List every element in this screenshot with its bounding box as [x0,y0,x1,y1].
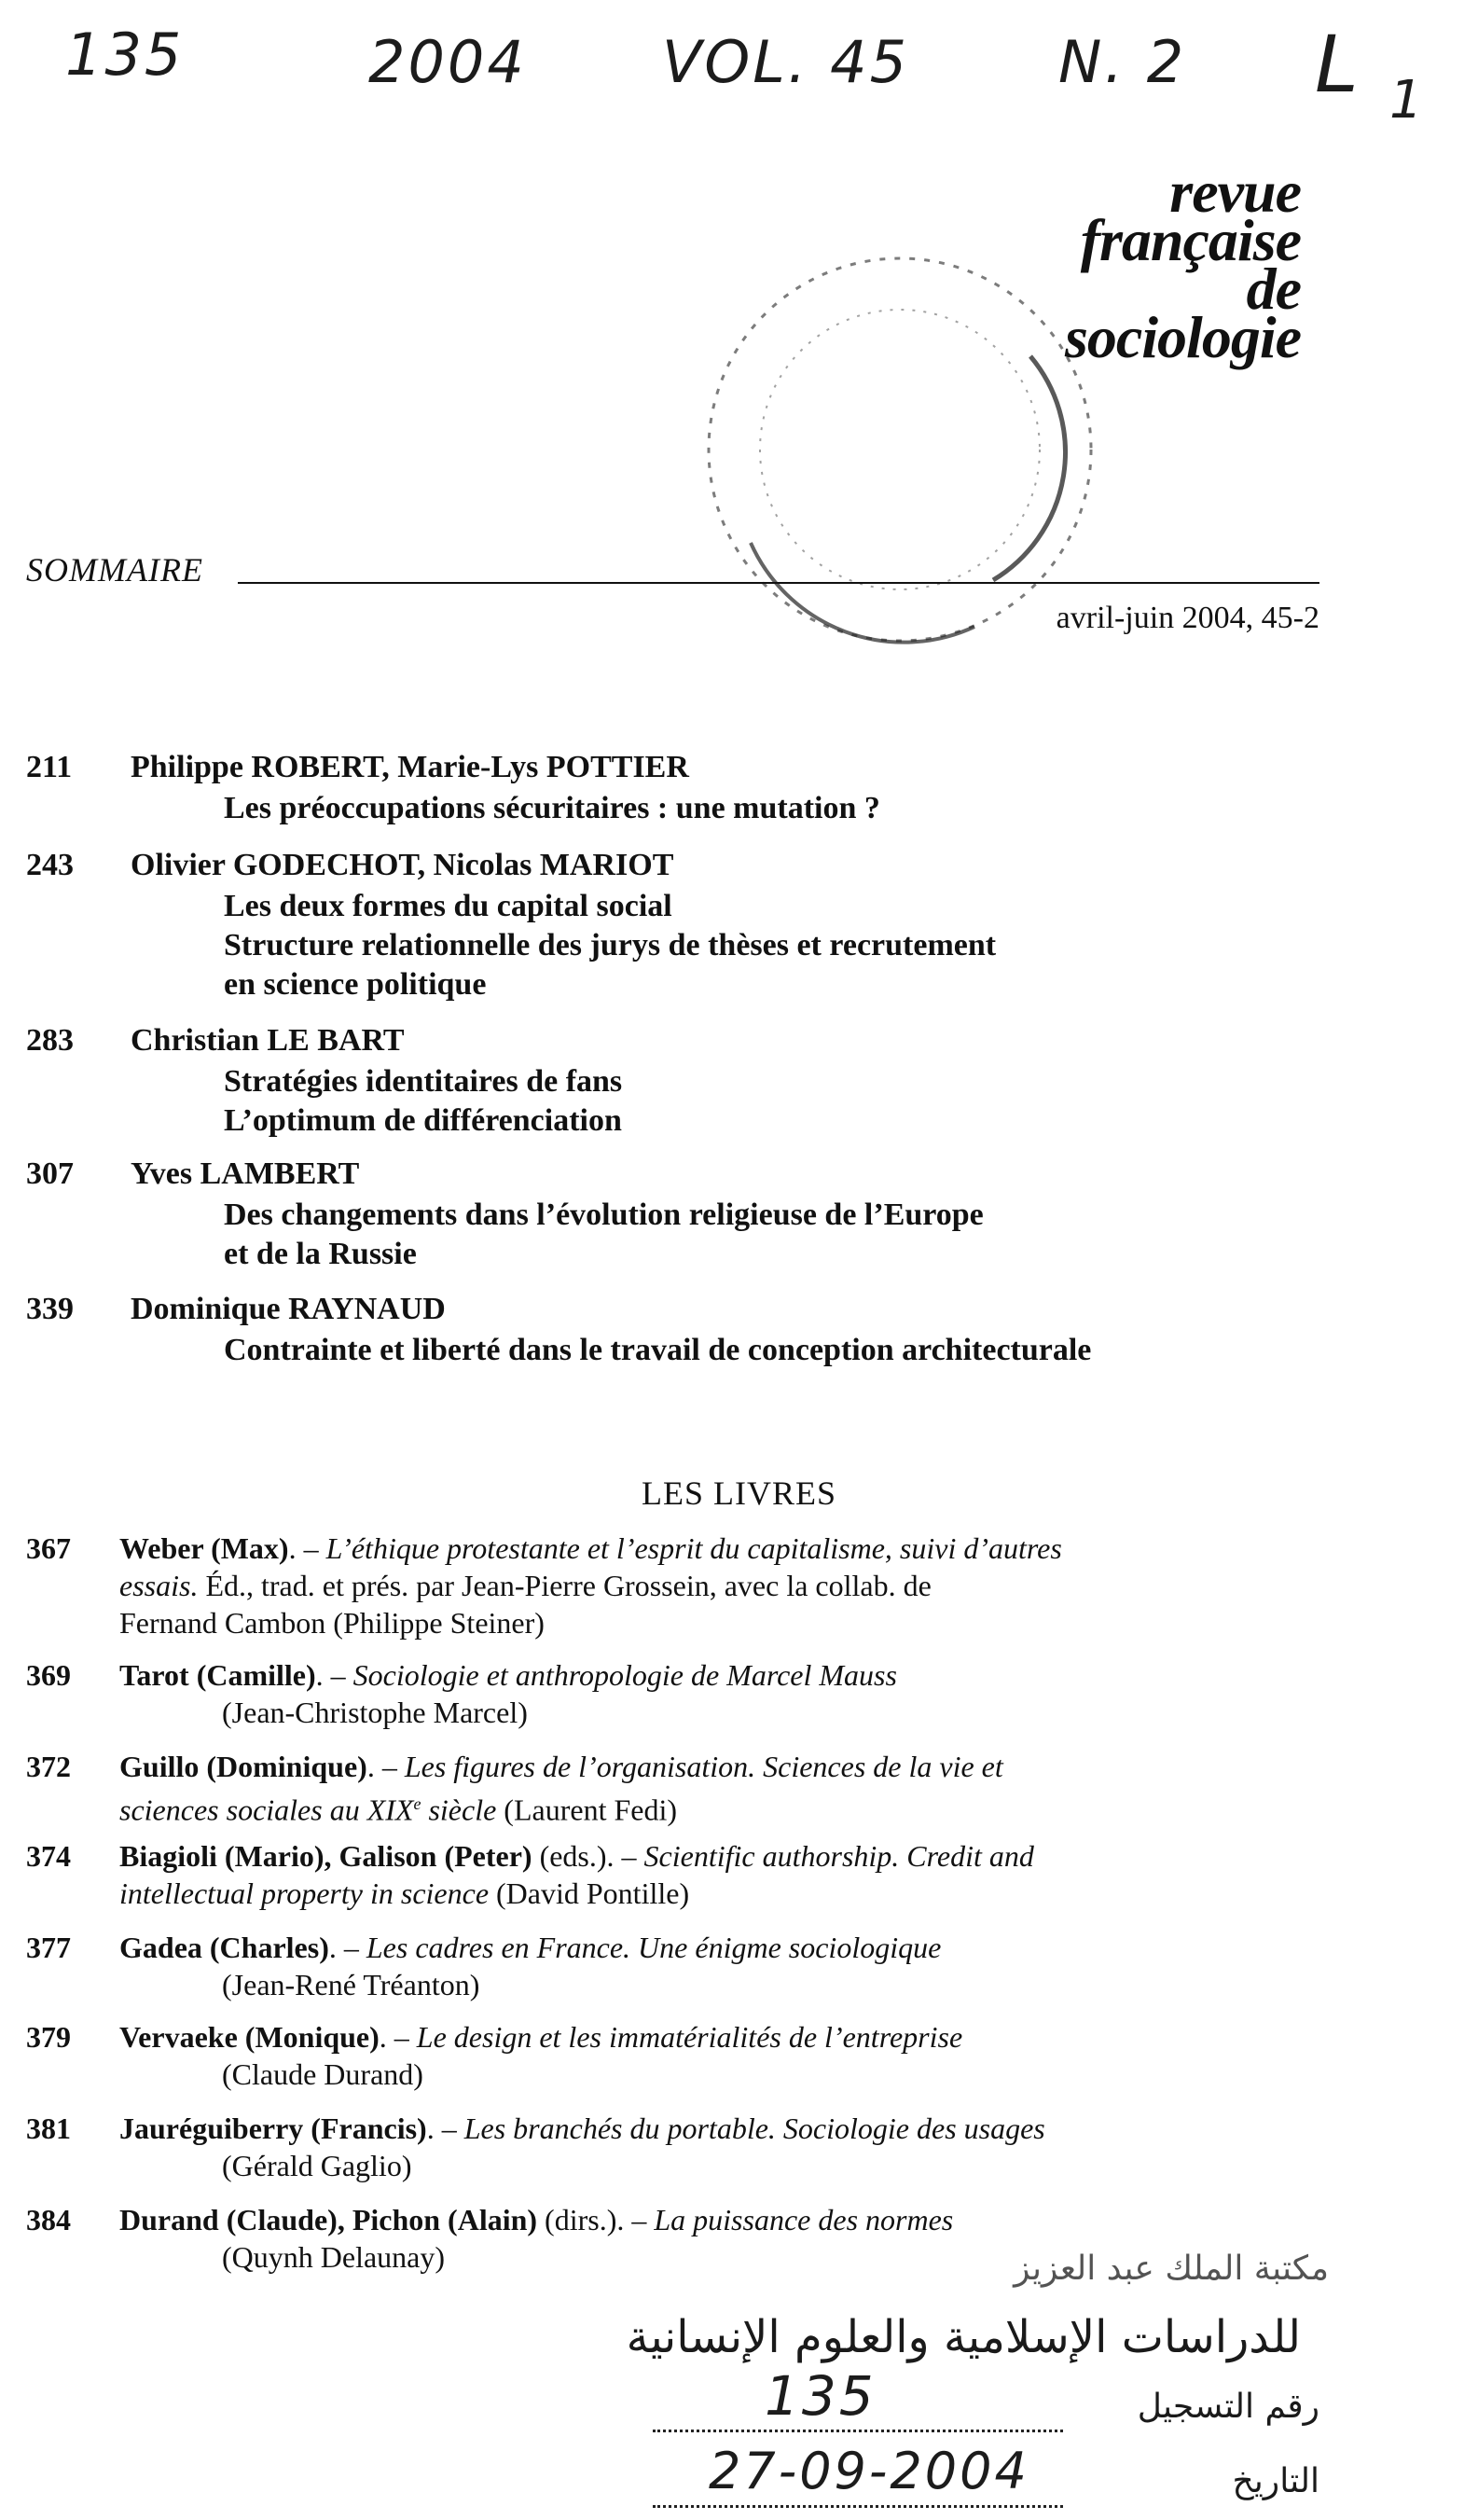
book-reviewer: Fernand Cambon (Philippe Steiner) [119,1606,545,1640]
article-title-block [224,1331,1091,1370]
article-page: 243 [26,848,74,882]
book-dash: . – [315,1658,353,1692]
book-page: 372 [26,1750,71,1783]
book-title-cont: sciences sociales au XIX [119,1793,414,1827]
book-dash: . – [379,2020,417,2054]
round-stamp-icon [695,244,1105,655]
book-author: Guillo (Dominique) [119,1750,367,1783]
library-name-line: مكتبة الملك عبد العزيز [1014,2250,1329,2288]
book-editor-note: (dirs.). – [537,2203,655,2236]
date-label: التاريخ [1232,2462,1319,2500]
handwritten-year: 2004 [368,28,527,96]
article-authors: Dominique RAYNAUD [131,1292,446,1326]
article-title-line: et de la Russie [224,1237,417,1271]
article-page: 283 [26,1023,74,1058]
book-editor-note: (eds.). – [532,1839,644,1873]
article-authors: Olivier GODECHOT, Nicolas MARIOT [131,848,674,882]
book-title-cont: essais. [119,1569,199,1602]
article-title-line: Contrainte et liberté dans le travail de conception architecturale [224,1333,1092,1367]
date-line [653,2505,1063,2508]
book-title: Les cadres en France. Une énigme sociologique [366,1931,942,1964]
book-title-cont: intellectual property in science [119,1876,490,1910]
book-dash: . – [288,1531,326,1565]
book-reviewer: (Jean-Christophe Marcel) [222,1696,528,1729]
book-reviewer: (David Pontille) [489,1876,690,1910]
article-title-block [224,789,880,828]
book-author: Biagioli (Mario), Galison (Peter) [119,1839,532,1873]
book-page: 384 [26,2203,71,2236]
registration-number-handwritten: 135 [765,2364,877,2428]
article-authors: Yves LAMBERT [131,1156,360,1191]
book-reviewer: (Jean-René Tréanton) [222,1968,480,2001]
book-title: Les branchés du portable. Sociologie des usages [463,2112,1045,2145]
article-page: 211 [26,750,73,784]
article-authors: Christian LE BART [131,1023,405,1058]
book-title: La puissance des normes [654,2203,954,2236]
article-page: 339 [26,1292,74,1326]
issue-date: avril-juin 2004, 45-2 [1056,601,1319,635]
article-title-line: Les préoccupations sécuritaires : une mutation ? [224,791,880,825]
article-title-line: Stratégies identitaires de fans [224,1064,623,1099]
book-page: 367 [26,1531,71,1565]
book-dash: . – [426,2112,464,2145]
book-title: Le design et les immatérialités de l’entreprise [416,2020,963,2054]
journal-logo [1064,159,1301,370]
book-title: Sociologie et anthropologie de Marcel Mauss [352,1658,897,1692]
handwritten-number-issue: N. 2 [1058,28,1187,96]
handwritten-shelf-mark: L [1315,19,1361,110]
article-title-line: Les deux formes du capital social [224,889,672,923]
registration-label: رقم التسجيل [1137,2388,1319,2426]
date-handwritten: 27-09-2004 [709,2442,1029,2500]
logo-line: de [1246,256,1301,322]
book-dash: . – [366,1750,405,1783]
book-author: Weber (Max) [119,1531,289,1565]
book-page: 374 [26,1839,71,1873]
book-author: Gadea (Charles) [119,1931,329,1964]
logo-line: sociologie [1064,304,1301,370]
article-title-block [224,1062,622,1141]
book-reviewer: (Claude Durand) [222,2057,423,2091]
book-reviewer: (Quynh Delaunay) [222,2240,446,2274]
article-page: 307 [26,1156,74,1191]
book-author: Durand (Claude), Pichon (Alain) [119,2203,538,2236]
book-page: 369 [26,1658,71,1692]
book-author: Jauréguiberry (Francis) [119,2112,427,2145]
logo-line: revue [1169,159,1301,225]
books-section-title: LES LIVRES [641,1475,836,1512]
sommaire-heading: SOMMAIRE [26,551,203,588]
handwritten-shelf-index: 1 [1389,70,1426,131]
book-details: Éd., trad. et prés. par Jean-Pierre Grossein, avec la collab. de [198,1569,932,1602]
book-page: 381 [26,2112,71,2145]
article-authors: Philippe ROBERT, Marie-Lys POTTIER [131,750,689,784]
library-department-line: للدراسات الإسلامية والعلوم الإنسانية [626,2311,1301,2363]
logo-line: française [1080,207,1301,273]
article-title-line: en science politique [224,967,487,1002]
book-title-cont: siècle [421,1793,497,1827]
book-page: 377 [26,1931,71,1964]
book-title: L’éthique protestante et l’esprit du capitalisme, suivi d’autres [325,1531,1062,1565]
article-title-line: L’optimum de différenciation [224,1103,622,1138]
article-title-block [224,887,996,1004]
book-author: Vervaeke (Monique) [119,2020,380,2054]
handwritten-volume: VOL. 45 [662,28,910,96]
header-rule [238,582,1319,584]
article-title-line: Structure relationnelle des jurys de thèses et recrutement [224,928,997,962]
book-title: Scientific authorship. Credit and [643,1839,1034,1873]
book-page: 379 [26,2020,71,2054]
book-dash: . – [328,1931,366,1964]
registration-line [653,2430,1063,2432]
book-title-superscript: e [413,1794,421,1813]
book-reviewer: (Gérald Gaglio) [222,2149,412,2182]
book-author: Tarot (Camille) [119,1658,316,1692]
article-title-line: Des changements dans l’évolution religieuse de l’Europe [224,1198,984,1232]
handwritten-number: 135 [65,21,185,89]
book-reviewer: (Laurent Fedi) [496,1793,677,1827]
article-title-block [224,1196,984,1274]
book-title: Les figures de l’organisation. Sciences de la vie et [404,1750,1003,1783]
